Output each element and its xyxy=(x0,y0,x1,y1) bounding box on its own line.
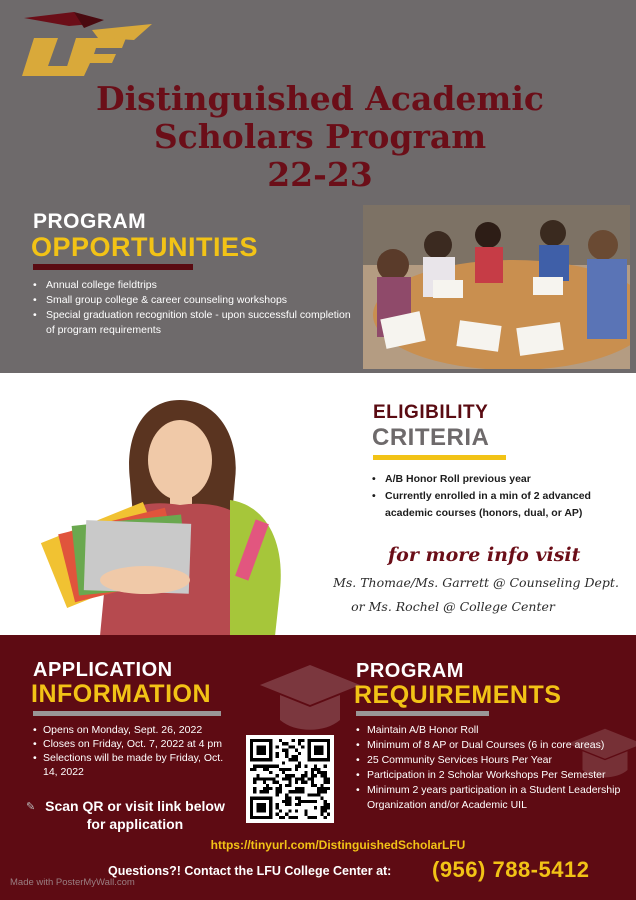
list-item: • Selections will be made by Friday, Oct. 14, 2022 xyxy=(33,751,233,779)
eligibility-heading-2: CRITERIA xyxy=(372,424,490,451)
title-line-2: Scholars Program xyxy=(153,117,487,156)
list-item: • Currently enrolled in a min of 2 advanced academic courses (honors, dual, or AP) xyxy=(372,488,622,522)
eligibility-heading-1: ELIGIBILITY xyxy=(373,402,489,423)
contact-line-2: or Ms. Rochel @ College Center xyxy=(351,599,555,614)
student-with-books-photo xyxy=(30,390,290,636)
list-item: • Opens on Monday, Sept. 26, 2022 xyxy=(33,723,233,737)
list-item: • 25 Community Services Hours Per Year xyxy=(356,753,631,768)
application-heading-2: INFORMATION xyxy=(31,680,212,708)
opportunities-list xyxy=(33,278,353,338)
lf-logo xyxy=(14,10,154,82)
list-item: • Minimum of 8 AP or Dual Courses (6 in core areas) xyxy=(356,738,631,753)
info-visit-text: for more info visit xyxy=(388,544,581,566)
pencil-icon: ✎ xyxy=(26,801,36,813)
qr-code[interactable] xyxy=(246,735,334,823)
opportunities-heading-1: PROGRAM xyxy=(33,210,147,233)
application-list xyxy=(33,723,233,779)
opportunities-divider xyxy=(33,264,193,270)
watermark: Made with PosterMyWall.com xyxy=(10,877,135,888)
phone-number: (956) 788-5412 xyxy=(432,857,590,882)
program-title xyxy=(60,80,580,194)
scan-line-1: Scan QR or visit link below xyxy=(45,798,225,814)
eligibility-list xyxy=(372,471,622,522)
list-item: • Participation in 2 Scholar Workshops Per Semester xyxy=(356,768,631,783)
application-heading-1: APPLICATION xyxy=(33,659,173,681)
application-link[interactable]: https://tinyurl.com/DistinguishedScholarLFU xyxy=(210,838,466,852)
list-item: • Closes on Friday, Oct. 7, 2022 at 4 pm xyxy=(33,737,233,751)
list-item: • Minimum 2 years participation in a Student Leadership Organization and/or Academic UIL xyxy=(356,783,631,813)
title-line-1: Distinguished Academic xyxy=(96,79,544,118)
contact-line-1: Ms. Thomae/Ms. Garrett @ Counseling Dept. xyxy=(333,575,619,590)
questions-text: Questions?! Contact the LFU College Center at: xyxy=(108,864,392,878)
requirements-heading-1: PROGRAM xyxy=(356,660,464,682)
scan-line-2: for application xyxy=(86,816,184,832)
list-item: • Special graduation recognition stole - upon successful completion of program requirements xyxy=(33,308,353,338)
graduation-cap-icon xyxy=(250,655,370,745)
application-divider xyxy=(33,711,221,716)
students-photo xyxy=(363,205,630,369)
list-item: • Small group college & career counseling workshops xyxy=(33,293,353,308)
opportunities-heading-2: OPPORTUNITIES xyxy=(31,232,259,262)
eligibility-divider xyxy=(373,455,506,460)
requirements-list xyxy=(356,723,631,813)
list-item: • A/B Honor Roll previous year xyxy=(372,471,622,488)
scan-instructions xyxy=(30,797,240,833)
list-item: • Maintain A/B Honor Roll xyxy=(356,723,631,738)
title-line-3: 22-23 xyxy=(267,155,373,194)
requirements-divider xyxy=(356,711,489,716)
list-item: • Annual college fieldtrips xyxy=(33,278,353,293)
qr-code-icon xyxy=(250,739,330,819)
requirements-heading-2: REQUIREMENTS xyxy=(354,681,562,709)
